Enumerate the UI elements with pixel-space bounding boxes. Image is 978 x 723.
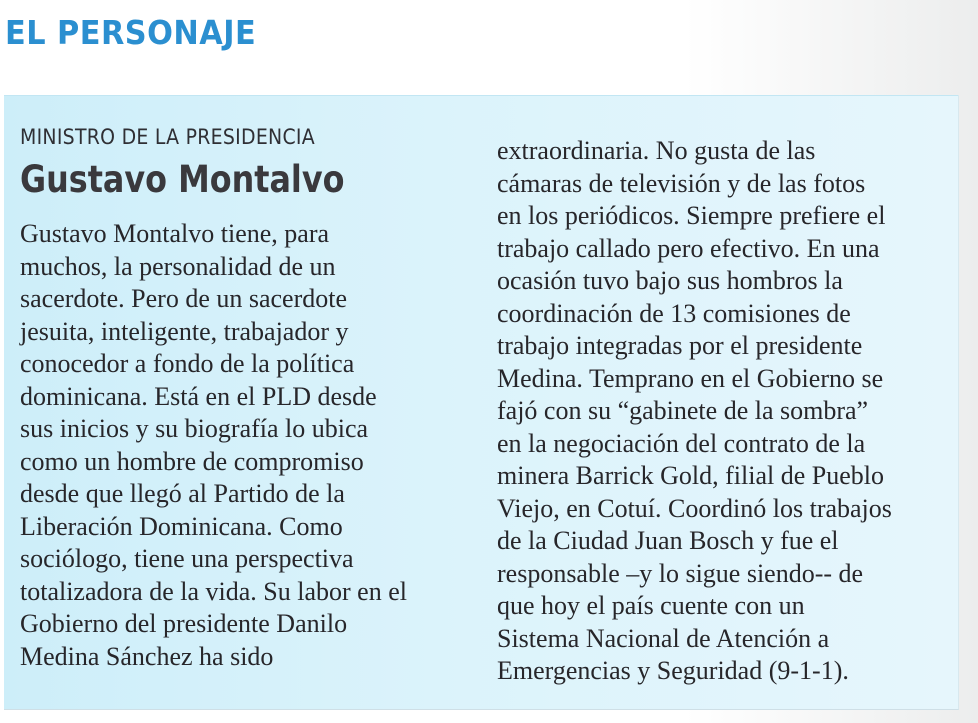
article-column-left	[20, 127, 470, 673]
body-line: muchos, la personalidad de un	[20, 251, 336, 281]
body-line: Viejo, en Cotuí. Coordinó los trabajos	[497, 493, 892, 523]
body-line: Gustavo Montalvo tiene, para	[20, 219, 330, 248]
body-line: totalizadora de la vida. Su labor en el	[20, 576, 407, 606]
body-line: Liberación Dominicana. Como	[20, 511, 343, 541]
body-line: sacerdote. Pero de un sacerdote	[20, 284, 348, 313]
body-line: coordinación de 13 comisiones de	[497, 298, 851, 328]
body-line: dominicana. Está en el PLD desde	[20, 381, 377, 411]
body-line: de la Ciudad Juan Bosch y fue el	[497, 526, 839, 555]
article-body-right	[497, 135, 947, 688]
body-line: en los periódicos. Siempre prefiere el	[497, 201, 886, 230]
body-line: como un hombre de compromiso	[20, 446, 364, 476]
body-line: Emergencias y Seguridad (9-1-1).	[497, 656, 849, 685]
body-line: minera Barrick Gold, filial de Pueblo	[497, 461, 885, 490]
body-line: en la negociación del contrato de la	[497, 428, 866, 458]
article-box	[4, 95, 959, 710]
article-column-right	[497, 135, 947, 688]
body-line: Sistema Nacional de Atención a	[497, 623, 830, 653]
body-line: ocasión tuvo bajo sus hombros la	[497, 266, 843, 295]
body-line: cámaras de televisión y de las fotos	[497, 168, 866, 198]
article-name-heading: Gustavo Montalvo	[20, 158, 345, 201]
body-line: sociólogo, tiene una perspectiva	[20, 544, 354, 573]
body-line: jesuita, inteligente, trabajador y	[20, 316, 349, 346]
body-line: Medina Sánchez ha sido	[20, 641, 274, 671]
body-line: Gobierno del presidente Danilo	[20, 609, 348, 638]
body-line: Medina. Temprano en el Gobierno se	[497, 363, 884, 393]
body-line: trabajo callado pero efectivo. En una	[497, 233, 880, 263]
body-line: fajó con su “gabinete de la sombra”	[497, 396, 869, 425]
body-line: desde que llegó al Partido de la	[20, 479, 345, 508]
body-line: extraordinaria. No gusta de las	[497, 136, 816, 165]
article-body-left	[20, 218, 470, 673]
body-line: trabajo integradas por el presidente	[497, 331, 863, 360]
body-line: sus inicios y su biografía lo ubica	[20, 414, 369, 443]
article-kicker: MINISTRO DE LA PRESIDENCIA	[20, 125, 315, 149]
body-line: conocedor a fondo de la política	[20, 349, 355, 378]
section-title: EL PERSONAJE	[5, 13, 257, 52]
body-line: que hoy el país cuente con un	[497, 591, 805, 620]
body-line: responsable –y lo sigue siendo-- de	[497, 558, 864, 588]
